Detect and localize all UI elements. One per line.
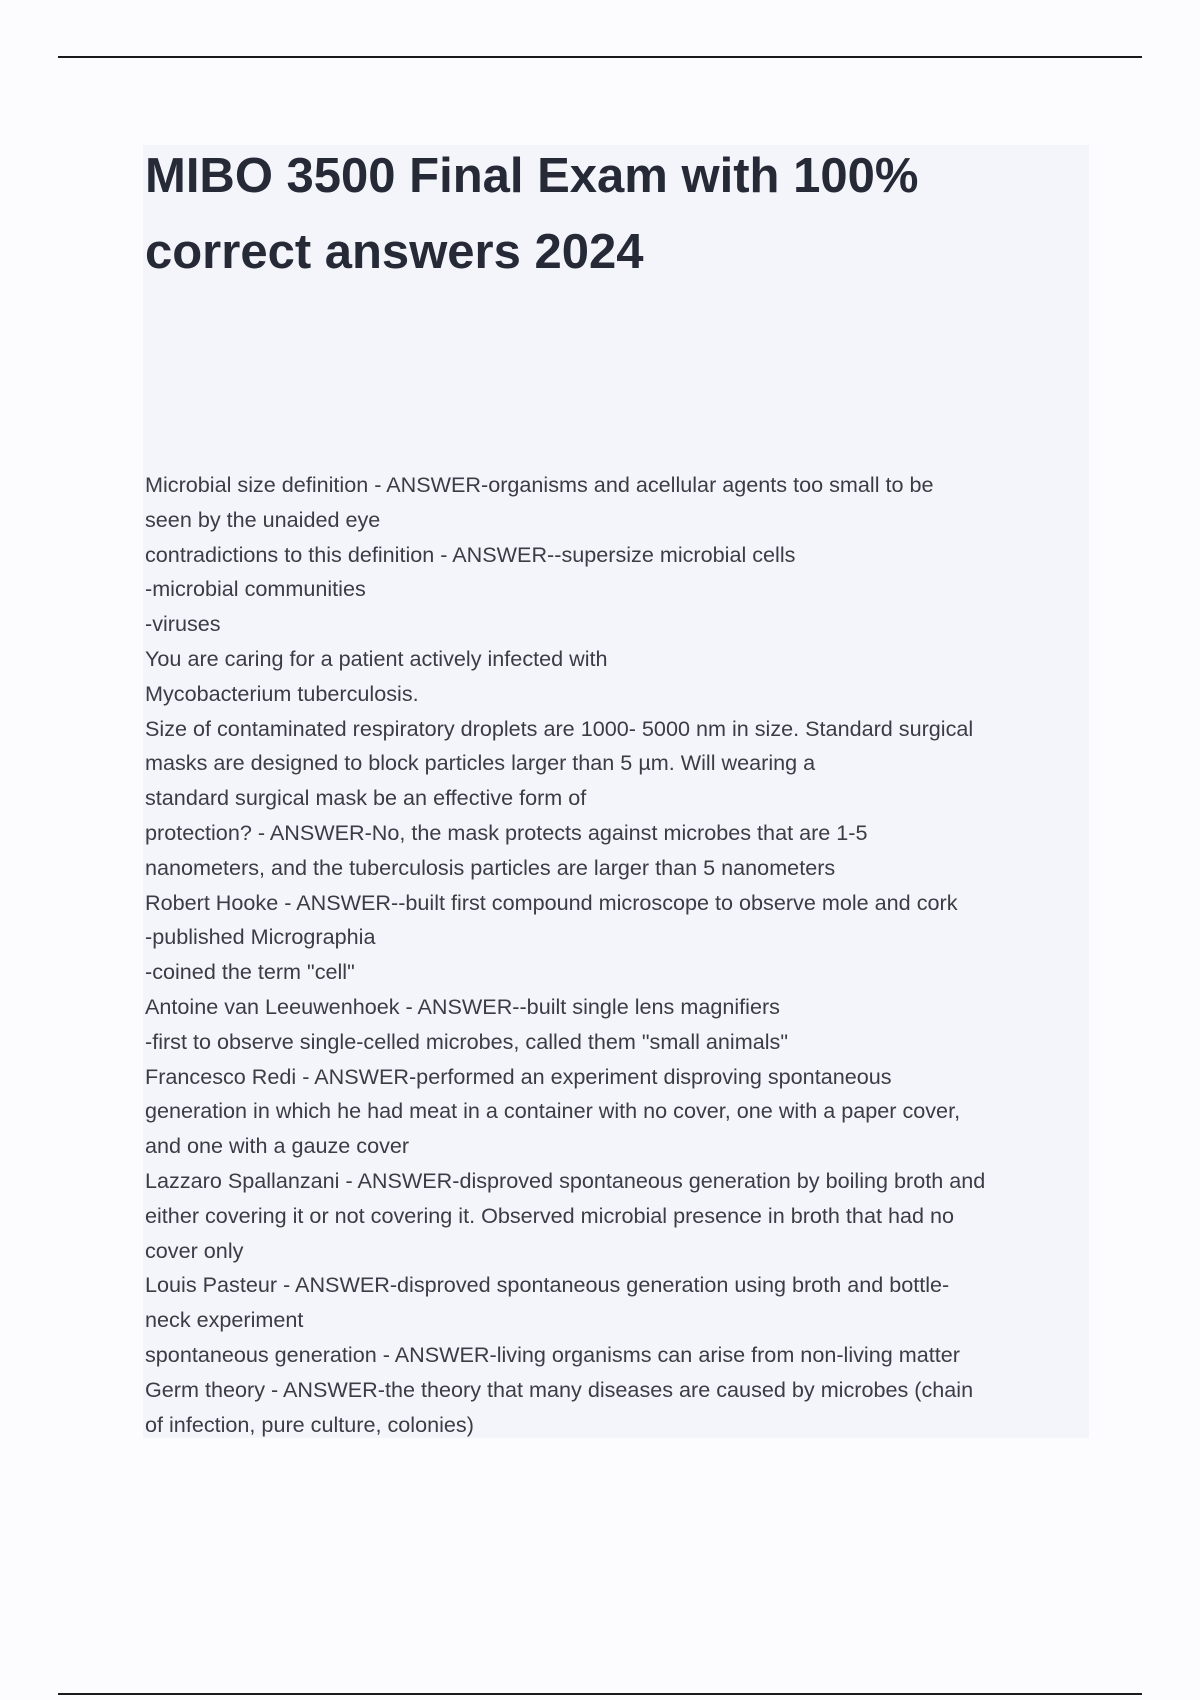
title-line-2: correct answers 2024 xyxy=(145,225,644,279)
bottom-divider xyxy=(58,1693,1142,1695)
text-line: masks are designed to block particles larger than 5 µm. Will wearing a xyxy=(145,750,816,776)
text-line: -coined the term "cell" xyxy=(145,959,355,985)
text-line: standard surgical mask be an effective form of xyxy=(145,785,587,811)
text-line: spontaneous generation - ANSWER-living organisms can arise from non-living matter xyxy=(145,1341,960,1367)
text-line: Francesco Redi - ANSWER-performed an experiment disproving spontaneous xyxy=(145,1063,892,1089)
text-line: -viruses xyxy=(145,611,221,637)
text-line: Germ theory - ANSWER-the theory that many diseases are caused by microbes (chain xyxy=(145,1376,974,1402)
text-line: Antoine van Leeuwenhoek - ANSWER--built single lens magnifiers xyxy=(145,993,780,1019)
text-line: Louis Pasteur - ANSWER-disproved spontaneous generation using broth and bottle- xyxy=(145,1272,950,1298)
document-title xyxy=(145,138,1085,290)
text-line: and one with a gauze cover xyxy=(145,1133,410,1159)
text-line: protection? - ANSWER-No, the mask protects against microbes that are 1-5 xyxy=(145,819,868,845)
title-line-1: MIBO 3500 Final Exam with 100% xyxy=(145,149,919,203)
text-line: Lazzaro Spallanzani - ANSWER-disproved spontaneous generation by boiling broth and xyxy=(145,1167,986,1193)
text-line: -first to observe single-celled microbes, called them "small animals" xyxy=(145,1028,788,1054)
text-line: cover only xyxy=(145,1237,244,1263)
text-line: nanometers, and the tuberculosis particles are larger than 5 nanometers xyxy=(145,854,836,880)
document-body xyxy=(145,468,1095,1442)
text-line: generation in which he had meat in a container with no cover, one with a paper cover, xyxy=(145,1098,961,1124)
text-line: You are caring for a patient actively infected with xyxy=(145,645,608,671)
text-line: Robert Hooke - ANSWER--built first compound microscope to observe mole and cork xyxy=(145,889,958,915)
text-line: neck experiment xyxy=(145,1307,304,1333)
text-line: -microbial communities xyxy=(145,576,366,602)
text-line: Mycobacterium tuberculosis. xyxy=(145,680,419,706)
text-line: either covering it or not covering it. Observed microbial presence in broth that had no xyxy=(145,1202,954,1228)
text-line: seen by the unaided eye xyxy=(145,506,381,532)
text-line: contradictions to this definition - ANSWER--supersize microbial cells xyxy=(145,541,796,567)
top-divider xyxy=(58,56,1142,58)
text-line: Microbial size definition - ANSWER-organisms and acellular agents too small to be xyxy=(145,472,934,497)
text-line: -published Micrographia xyxy=(145,924,376,950)
text-line: Size of contaminated respiratory droplets are 1000- 5000 nm in size. Standard surgical xyxy=(145,715,974,741)
text-line: of infection, pure culture, colonies) xyxy=(145,1411,474,1437)
